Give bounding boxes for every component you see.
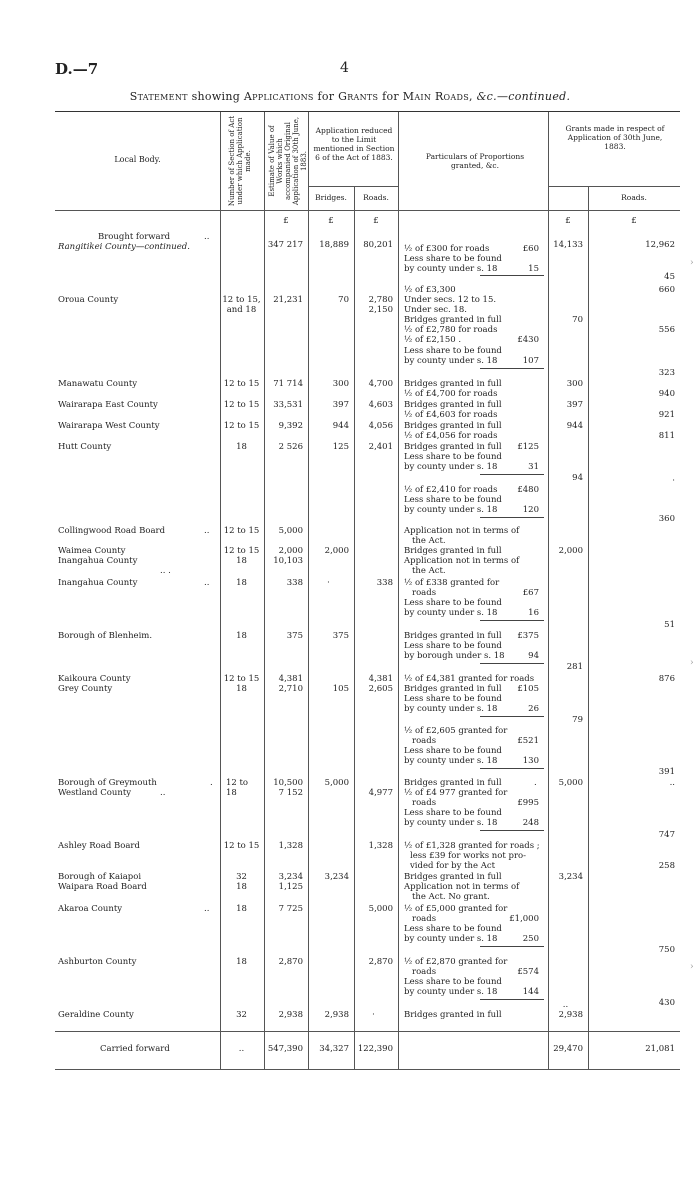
leader-dots: .. [160,788,166,798]
estimate-cell: 3,234 [278,872,303,882]
header-section: Number of Section of Act under which Application made. [228,115,252,207]
estimate-cell: 1,125 [278,882,303,892]
particulars-line: Less share to be found [404,598,502,608]
particulars-line: ½ of £4,056 for roads [404,431,498,441]
estimate-cell: 7 152 [278,788,303,798]
bridges-cell: · [327,578,330,588]
roads-cell: 4,977 [368,788,393,798]
rule-tick [480,768,544,769]
particulars-value: £574 [517,967,539,977]
particulars-line: Under secs. 12 to 15. [404,295,497,305]
local-body-name: Geraldine County [58,1010,134,1020]
particulars-line: Bridges granted in full [404,442,502,452]
pound-sign: £ [283,216,289,226]
subheader-rule [548,186,680,187]
estimate-cell: 71 714 [273,379,303,389]
estimate-cell: 10,103 [273,556,303,566]
bridges-cell: 34,327 [319,1044,349,1054]
particulars-line: ½ of £4,381 granted for roads [404,674,535,684]
particulars-line: Bridges granted in full [404,684,502,694]
particulars-line: Under sec. 18. [404,305,467,315]
particulars-line: ½ of £4,700 for roads [404,389,498,399]
roads-cell: 2,870 [368,957,393,967]
section-cell: 18 [236,556,247,566]
section-cell: 12 to [226,778,249,788]
title-word: Grants [338,90,379,103]
bottom-rule [55,1069,680,1070]
section-cell: 12 to 15 [223,379,260,389]
margin-mark: › [690,962,694,972]
particulars-line: ½ of £2,150 . [404,335,462,345]
bridges-cell: 5,000 [324,778,349,788]
pound-sign: £ [328,216,334,226]
particulars-line: less £39 for works not pro- [410,851,527,861]
column-divider [264,112,265,1070]
estimate-cell: 2,710 [278,684,303,694]
grant-roads-cell: 12,962 [645,240,675,250]
local-body-name: Collingwood Road Board [58,526,166,536]
particulars-line: the Act. No grant. [412,892,490,902]
column-divider [308,112,309,1070]
header-local-body: Local Body. [114,155,161,164]
local-body-name: Kaikoura County [58,674,131,684]
rule-tick [480,368,544,369]
estimate-cell: 2,938 [278,1010,303,1020]
section-cell: 12 to 15 [223,674,260,684]
header-application: Application reduced to the Limit mentioned in Section 6 of the Act of 1883. [313,126,395,162]
section-cell: 18 [236,957,247,967]
header-rule [55,210,680,211]
particulars-line: Less share to be found [404,808,502,818]
grant-roads-cell: · [672,476,675,486]
particulars-line: Less share to be found [404,746,502,756]
estimate-cell: 2,000 [278,546,303,556]
bridges-cell: 300 [332,379,349,389]
local-body-name: Wairarapa West County [58,421,160,431]
bridges-cell: 3,234 [324,872,349,882]
particulars-line: Less share to be found [404,924,502,934]
roads-cell: 2,150 [368,305,393,315]
bridges-cell: 70 [338,295,349,305]
grant-roads-cell: 391 [658,767,675,777]
particulars-line: ½ of £300 for roads [404,244,490,254]
particulars-line: Less share to be found [404,452,502,462]
margin-mark: › [690,258,694,268]
local-body-name: Hutt County [58,442,112,452]
particulars-value: 130 [522,756,539,766]
particulars-value: 31 [528,462,539,472]
particulars-value: £67 [522,588,539,598]
local-body-name: Waipara Road Board [58,882,147,892]
title-word: showing [191,90,241,103]
particulars-line: Bridges granted in full [404,778,502,788]
particulars-line: the Act. [412,566,446,576]
particulars-line: roads [412,914,437,924]
header-bridges: Bridges. [315,193,347,202]
section-cell: 18 [236,684,247,694]
grant-roads-cell: 876 [658,674,675,684]
estimate-cell: 547,390 [267,1044,303,1054]
estimate-cell: 21,231 [273,295,303,305]
section-cell: 18 [236,631,247,641]
header-grants-roads: Roads. [621,193,647,202]
particulars-line: Less share to be found [404,694,502,704]
grant-bridges-cell: 14,133 [553,240,583,250]
leader-dots: .. [204,526,210,536]
rule-tick [480,716,544,717]
title-word: Main Roads, [402,90,473,103]
particulars-line: by county under s. 18 [404,356,498,366]
section-cell: 12 to 15 [223,526,260,536]
particulars-line: by county under s. 18 [404,264,498,274]
estimate-cell: 2 526 [278,442,303,452]
particulars-line: Less share to be found [404,254,502,264]
particulars-line: roads [412,967,437,977]
carried-forward-label: Carried forward [100,1044,170,1054]
particulars-line: vided for by the Act [410,861,496,871]
roads-cell: 4,700 [368,379,393,389]
local-body-name: Inangahua County [58,578,138,588]
particulars-line: Bridges granted in full [404,379,502,389]
roads-cell: 4,056 [368,421,393,431]
section-cell: 18 [236,904,247,914]
roads-cell: 1,328 [368,841,393,851]
particulars-line: by county under s. 18 [404,505,498,515]
estimate-cell: 7 725 [278,904,303,914]
grant-roads-cell: 750 [658,945,675,955]
grant-bridges-cell: 3,234 [558,872,583,882]
local-body-name: Wairarapa East County [58,400,158,410]
bridges-cell: 375 [332,631,349,641]
estimate-cell: 10,500 [273,778,303,788]
roads-cell: 80,201 [363,240,393,250]
roads-cell: 122,390 [357,1044,393,1054]
grant-roads-cell: 45 [664,272,675,282]
grant-roads-cell: 21,081 [645,1044,675,1054]
grant-bridges-cell: 2,000 [558,546,583,556]
particulars-value: 16 [528,608,539,618]
estimate-cell: 1,328 [278,841,303,851]
grant-roads-cell: 811 [658,431,675,441]
roads-cell: 5,000 [368,904,393,914]
particulars-line: ½ of £5,000 granted for [404,904,508,914]
particulars-line: Bridges granted in full [404,400,502,410]
leader-dots: .. [204,578,210,588]
bridges-cell: 944 [332,421,349,431]
pound-sign: £ [631,216,637,226]
bridges-cell: 125 [332,442,349,452]
particulars-line: Application not in terms of [404,556,520,566]
pound-sign: £ [373,216,379,226]
header-roads: Roads. [363,193,389,202]
local-body-name: Manawatu County [58,379,138,389]
title-word: Applications [243,90,314,103]
particulars-value: £521 [517,736,539,746]
local-body-name: Westland County [58,788,132,798]
page-number: 4 [340,60,349,76]
particulars-value: £125 [517,442,539,452]
section-cell: 18 [236,578,247,588]
header-particulars: Particulars of Proportions granted, &c. [425,152,525,170]
grant-bridges-cell: 397 [566,400,583,410]
leader-dots: . [210,778,213,788]
section-cell: 18 [236,442,247,452]
pound-sign: £ [565,216,571,226]
leader-dots: .. [238,1044,245,1054]
estimate-cell: 33,531 [273,400,303,410]
column-divider [398,112,399,1070]
local-body-name: Rangitikei County—continued. [58,242,190,252]
particulars-line: ½ of £4 977 granted for [404,788,508,798]
brought-forward-label: Brought forward [98,232,171,242]
statement-title [0,90,700,103]
section-cell: 18 [236,882,247,892]
grant-roads-cell: 921 [658,410,675,420]
leader-dots: .. [204,904,210,914]
grant-roads-cell: 323 [658,368,675,378]
particulars-line: Less share to be found [404,641,502,651]
bridges-cell: 105 [332,684,349,694]
header-grants: Grants made in respect of Application of 30th June, 1883. [565,124,665,151]
section-cell: 18 [226,788,237,798]
particulars-line: by county under s. 18 [404,934,498,944]
particulars-line: ½ of £338 granted for [404,578,500,588]
particulars-line: Bridges granted in full [404,1010,502,1020]
grant-bridges-cell: 29,470 [553,1044,583,1054]
roads-cell: 338 [376,578,393,588]
rule-tick [480,517,544,518]
local-body-name: Ashburton County [58,957,137,967]
estimate-cell: 4,381 [278,674,303,684]
bridges-cell: 2,000 [324,546,349,556]
particulars-line: by county under s. 18 [404,756,498,766]
particulars-line: by county under s. 18 [404,818,498,828]
grant-bridges-cell: 5,000 [558,778,583,788]
particulars-value: 250 [522,934,539,944]
title-word: for [317,90,335,103]
rule-tick [480,474,544,475]
particulars-line: by county under s. 18 [404,462,498,472]
particulars-line: by county under s. 18 [404,704,498,714]
grant-bridges-cell: 2,938 [558,1010,583,1020]
particulars-line: Application not in terms of [404,526,520,536]
grant-roads-cell: 430 [658,998,675,1008]
particulars-value: £375 [517,631,539,641]
title-word: &c.—continued. [476,90,571,103]
local-body-name: Waimea County [58,546,126,556]
estimate-cell: 375 [286,631,303,641]
particulars-value: 144 [522,987,539,997]
particulars-line: Application not in terms of [404,882,520,892]
section-cell: 12 to 15 [223,841,260,851]
particulars-value: £1,000 [509,914,539,924]
leader-dots: .. [562,1000,569,1010]
particulars-line: by county under s. 18 [404,608,498,618]
title-word: for [382,90,399,103]
grant-roads-cell: 258 [658,861,675,871]
particulars-line: Bridges granted in full [404,631,502,641]
grant-roads-cell: 940 [658,389,675,399]
leader-dots: .. . [160,566,171,576]
roads-cell: · [372,1010,375,1020]
top-rule [55,111,680,112]
particulars-value: 248 [522,818,539,828]
particulars-line: Less share to be found [404,977,502,987]
roads-cell: 4,603 [368,400,393,410]
roads-cell: 2,401 [368,442,393,452]
local-body-name: Akaroa County [58,904,123,914]
particulars-value: 107 [522,356,539,366]
particulars-line: ½ of £2,410 for roads [404,485,498,495]
local-body-name: Ashley Road Board [58,841,140,851]
particulars-line: Bridges granted in full [404,546,502,556]
particulars-line: ½ of £1,328 granted for roads ; [404,841,540,851]
grant-bridges-cell: 94 [572,473,583,483]
section-cell: and 18 [226,305,257,315]
leader-dots: . [534,778,537,788]
particulars-line: Bridges granted in full [404,421,502,431]
particulars-value: £105 [517,684,539,694]
section-cell: 12 to 15 [223,546,260,556]
roads-cell: 2,605 [368,684,393,694]
grant-roads-cell: 660 [658,285,675,295]
subheader-rule [308,186,398,187]
leader-dots: .. [204,232,210,242]
page-reference: D.—7 [55,60,99,78]
grant-bridges-cell: 944 [566,421,583,431]
particulars-line: the Act. [412,536,446,546]
particulars-line: Less share to be found [404,346,502,356]
particulars-value: 15 [528,264,539,274]
particulars-value: £430 [517,335,539,345]
margin-mark: › [690,658,694,668]
bridges-cell: 2,938 [324,1010,349,1020]
bridges-cell: 397 [332,400,349,410]
rule-tick [480,620,544,621]
rule-tick [480,663,544,664]
grant-roads-cell: 360 [658,514,675,524]
rule-tick [480,830,544,831]
rule-tick [480,999,544,1000]
grant-bridges-cell: 79 [572,715,583,725]
grant-roads-cell: 747 [658,830,675,840]
particulars-line: roads [412,588,437,598]
estimate-cell: 5,000 [278,526,303,536]
local-body-name: Inangahua County [58,556,138,566]
rule-tick [480,275,544,276]
particulars-line: roads [412,736,437,746]
column-divider [548,112,549,1070]
rule-tick [480,946,544,947]
particulars-value: 26 [528,704,539,714]
particulars-line: by borough under s. 18 [404,651,505,661]
grant-roads-cell: 556 [658,325,675,335]
particulars-line: ½ of £3,300 [404,285,456,295]
particulars-value: 120 [522,505,539,515]
particulars-value: £480 [517,485,539,495]
section-cell: 32 [236,872,247,882]
section-cell: 32 [236,1010,247,1020]
grant-bridges-cell: 300 [566,379,583,389]
particulars-line: ½ of £2,605 granted for [404,726,508,736]
grant-roads-cell: .. [669,778,675,788]
particulars-line: ½ of £2,780 for roads [404,325,498,335]
particulars-value: 94 [528,651,539,661]
section-cell: 12 to 15 [223,421,260,431]
particulars-line: ½ of £2,870 granted for [404,957,508,967]
particulars-line: Bridges granted in full [404,872,502,882]
local-body-name: Oroua County [58,295,119,305]
local-body-name: Grey County [58,684,113,694]
section-cell: 12 to 15 [223,400,260,410]
estimate-cell: 338 [286,578,303,588]
particulars-line: roads [412,798,437,808]
local-body-name: Borough of Kaiapoi [58,872,142,882]
column-divider [354,186,355,1070]
column-divider [220,112,221,1070]
title-word: Statement [129,90,188,103]
footer-rule [55,1031,680,1032]
estimate-cell: 2,870 [278,957,303,967]
particulars-line: ½ of £4,603 for roads [404,410,498,420]
estimate-cell: 9,392 [278,421,303,431]
particulars-line: Less share to be found [404,495,502,505]
local-body-name: Borough of Blenheim. [58,631,153,641]
local-body-name: Borough of Greymouth [58,778,157,788]
particulars-value: £60 [522,244,539,254]
grant-bridges-cell: 70 [572,315,583,325]
header-estimate: Estimate of Value of Works which accompanied Original Application of 30th June, 1883. [268,116,308,206]
roads-cell: 2,780 [368,295,393,305]
particulars-value: £995 [517,798,539,808]
particulars-line: Bridges granted in full [404,315,502,325]
roads-cell: 4,381 [368,674,393,684]
grant-roads-cell: 51 [664,620,675,630]
grant-bridges-cell: 281 [566,662,583,672]
bridges-cell: 18,889 [319,240,349,250]
estimate-cell: 347 217 [267,240,303,250]
particulars-line: by county under s. 18 [404,987,498,997]
section-cell: 12 to 15, [222,295,261,305]
